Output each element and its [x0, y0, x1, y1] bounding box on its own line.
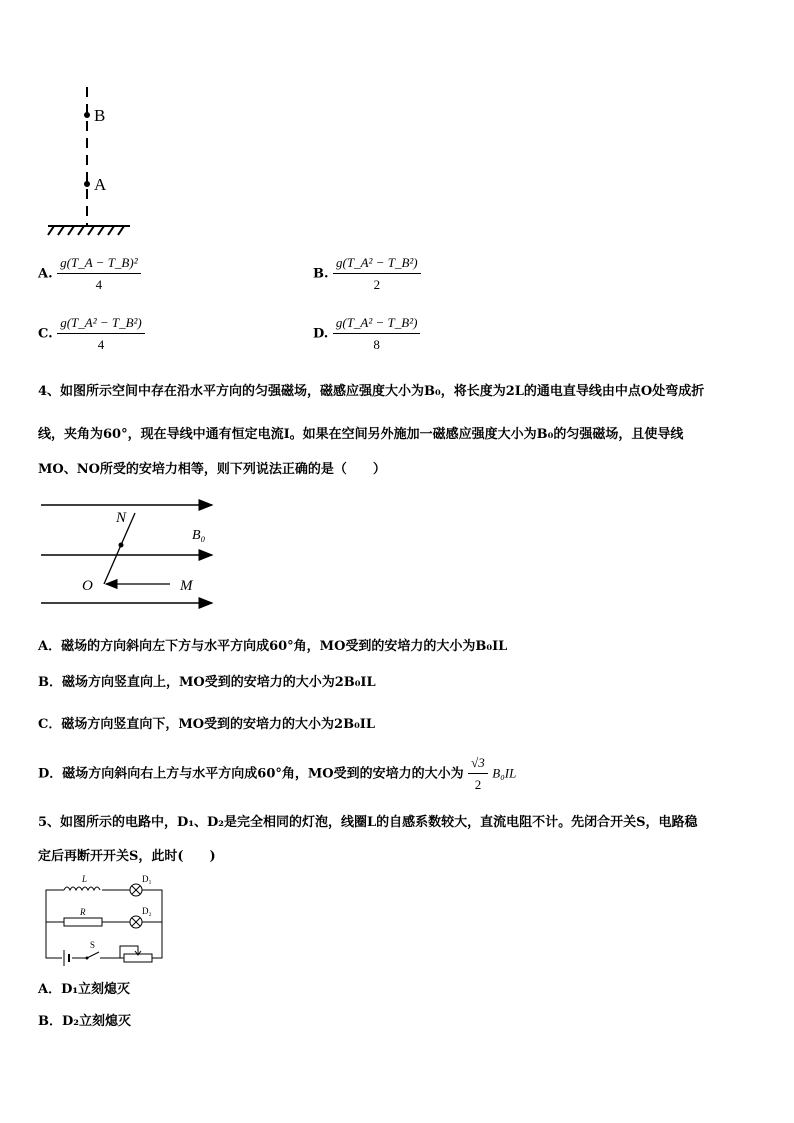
q3-option-d: D. $\frac{\text{g(T\_A² − T\_B²)}}{8}$ — [313, 315, 420, 353]
figure-circuit — [42, 872, 172, 968]
q4-option-c: C．磁场方向竖直向下，MO受到的安培力的大小为2B₀IL — [38, 717, 376, 732]
q5-option-b: B．D₂立刻熄灭 — [38, 1014, 131, 1029]
q3-option-b: B. $\frac{\text{g(T\_A² − T\_B²)}}{2}$ — [313, 255, 421, 293]
figure-bent-wire — [38, 495, 223, 610]
label-d1: D₁ — [142, 874, 152, 884]
q4-option-a: A．磁场的方向斜向左下方与水平方向成60°角，MO受到的安培力的大小为B₀IL — [38, 639, 508, 654]
figure-vertical-line — [40, 85, 150, 240]
q3-option-c: C. $\frac{\text{g(T\_A² − T\_B²)}}{4}$ — [38, 315, 145, 353]
label-m: M — [180, 578, 193, 594]
q5-stem-line2: 定后再断开开关S，此时( ) — [38, 849, 216, 864]
label-s: S — [90, 940, 96, 950]
label-d2: D₂ — [142, 906, 152, 916]
q4-option-b: B．磁场方向竖直向上，MO受到的安培力的大小为2B₀IL — [38, 675, 376, 690]
q4-stem-line2: 线，夹角为60°，现在导线中通有恒定电流I。如果在空间另外施加一磁感应强度大小为B₀的匀强磁场，且使导线 — [38, 427, 684, 442]
label-l: L — [82, 874, 88, 884]
q3-option-a: A. $\frac{\text{g(T\_A − T\_B)²}}{4}$ — [38, 255, 141, 293]
label-b0: B₀ — [192, 528, 206, 543]
label-r: R — [80, 907, 86, 917]
label-n: N — [116, 510, 127, 526]
label-b: B — [94, 106, 106, 125]
q4-stem-line3: MO、NO所受的安培力相等，则下列说法正确的是（ ） — [38, 462, 386, 477]
q4-stem-line1: 4、如图所示空间中存在沿水平方向的匀强磁场，磁感应强度大小为B₀，将长度为2L的通电直导线由中点O处弯成折 — [38, 384, 705, 399]
sqrt3-over-2: $\frac{√3}{2}$ — [468, 755, 488, 793]
q5-option-a: A．D₁立刻熄灭 — [38, 982, 131, 997]
point-a — [84, 181, 90, 187]
point-b — [84, 112, 90, 118]
label-a: A — [94, 175, 107, 194]
label-o: O — [82, 578, 93, 594]
q5-stem-line1: 5、如图所示的电路中，D₁、D₂是完全相同的灯泡，线圈L的自感系数较大，直流电阻不计。先闭合开关S，电路稳 — [38, 815, 698, 830]
q4-option-d: D．磁场方向斜向右上方与水平方向成60°角，MO受到的安培力的大小为 $\frac{√3}{2}$ B₀IL — [38, 755, 517, 792]
